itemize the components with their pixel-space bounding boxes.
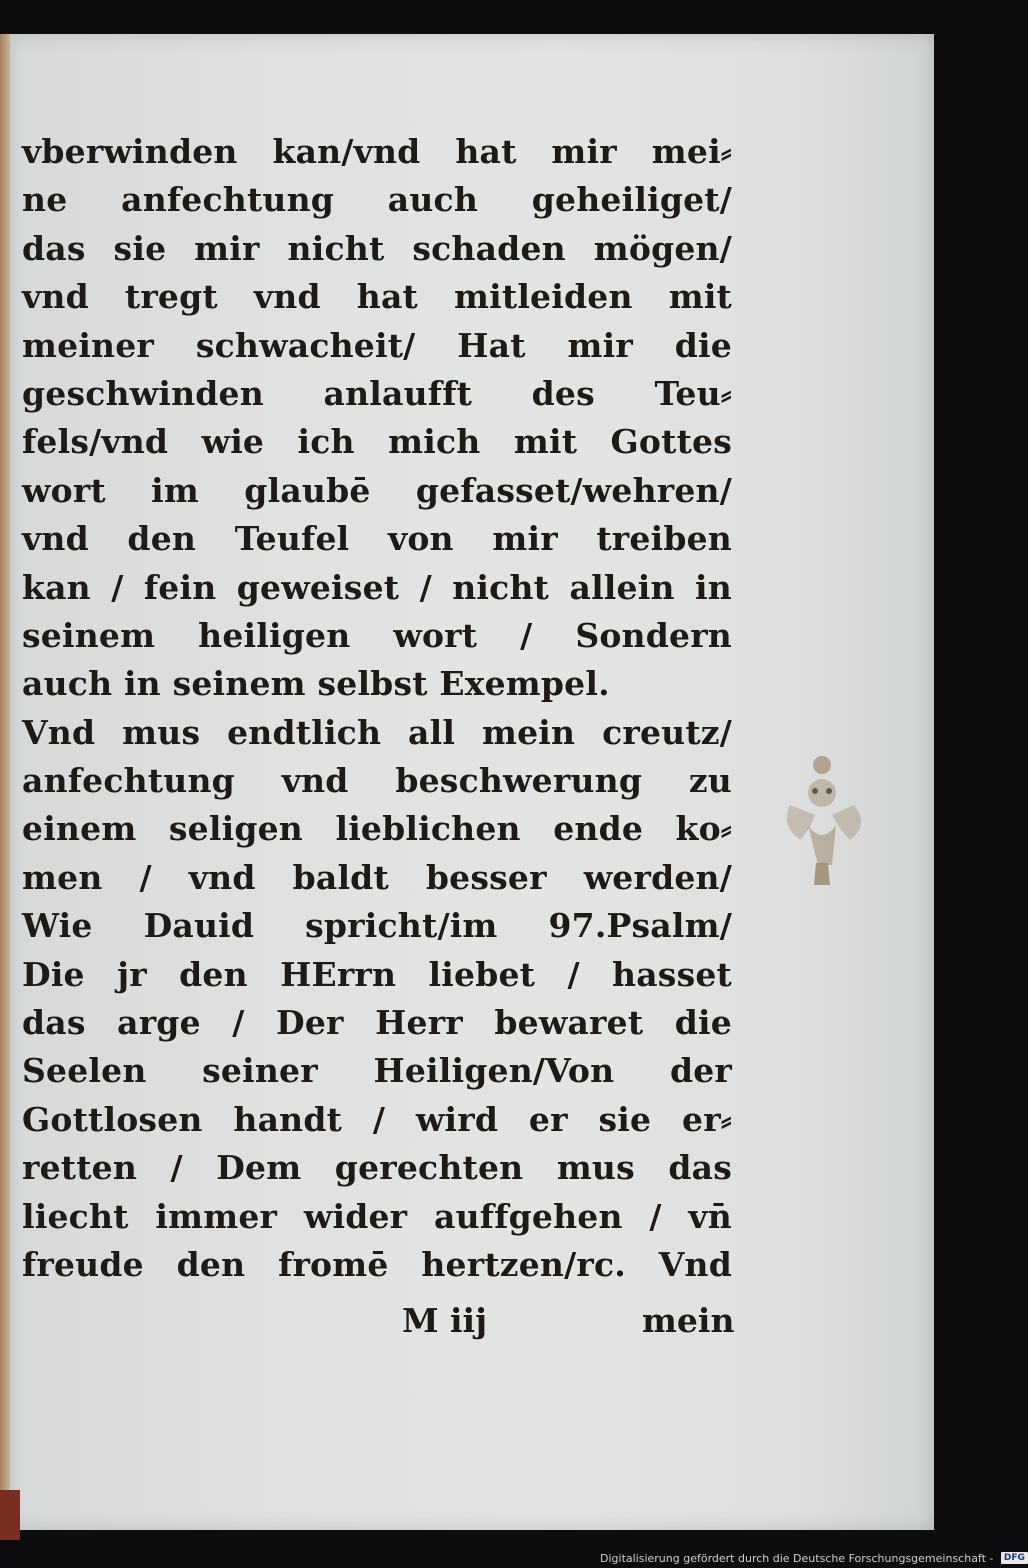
credit-text: Digitalisierung gefördert durch die Deutsche Forschungsgemeinschaft - <box>600 1551 994 1565</box>
page-footer <box>22 1296 735 1346</box>
text-line: auch in seinem selbst Exempel. <box>22 664 610 704</box>
text-line: das arge / Der Herr bewaret die <box>22 1003 732 1043</box>
text-line: freude den fromē hertzen/rc. Vnd <box>22 1244 732 1284</box>
text-line: wort im glaubē gefasset/wehren/ <box>22 470 732 510</box>
text-line: men / vnd baldt besser werden/ <box>22 857 732 897</box>
text-line: vnd tregt vnd hat mitleiden mit <box>22 277 732 317</box>
page-text <box>22 128 732 1289</box>
page-edge <box>0 34 10 1530</box>
text-line: fels/vnd wie ich mich mit Gottes <box>22 422 732 462</box>
text-line: Wie Dauid spricht/im 97.Psalm/ <box>22 906 732 946</box>
text-line: retten / Dem gerechten mus das <box>22 1148 732 1188</box>
text-line: vnd den Teufel von mir treiben <box>22 519 732 559</box>
text-line: Gottlosen handt / wird er sie er⸗ <box>22 1099 732 1139</box>
signature-mark: M iij <box>402 1301 488 1340</box>
text-line: das sie mir nicht schaden mögen/ <box>22 228 732 268</box>
text-line: vberwinden kan/vnd hat mir mei⸗ <box>22 132 732 171</box>
text-line: anfechtung vnd beschwerung zu <box>22 761 732 801</box>
text-line: meiner schwacheit/ Hat mir die <box>22 325 732 365</box>
text-line: kan / fein geweiset / nicht allein in <box>22 567 732 607</box>
text-line: liecht immer wider auffgehen / vn̄ <box>22 1196 732 1236</box>
dfg-logo: DFG <box>1001 1552 1028 1564</box>
text-line: Die jr den HErrn liebet / hasset <box>22 954 732 994</box>
catchword: mein <box>642 1301 735 1340</box>
text-line: geschwinden anlaufft des Teu⸗ <box>22 373 732 413</box>
watermark-ornament-icon <box>770 745 890 895</box>
text-line: ne anfechtung auch geheiliget/ <box>22 180 732 220</box>
credit-bar <box>600 1548 1025 1567</box>
text-line: Vnd mus endtlich all mein creutz/ <box>22 712 732 752</box>
text-line: Seelen seiner Heiligen/Von der <box>22 1051 732 1091</box>
binding-strip <box>0 1490 20 1540</box>
text-line: seinem heiligen wort / Sondern <box>22 615 732 655</box>
text-line: einem seligen lieblichen ende ko⸗ <box>22 809 732 849</box>
